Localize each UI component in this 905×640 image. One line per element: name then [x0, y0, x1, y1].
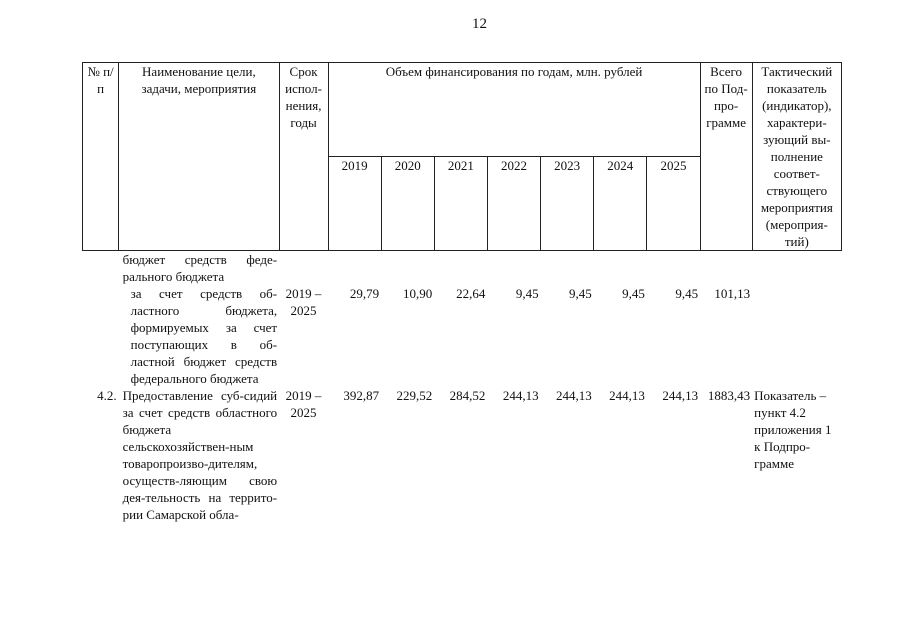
table-row — [83, 387, 842, 523]
header-year: 2019 — [328, 157, 381, 251]
row-name: Предоставление суб-сидий за счет средств областного бюджета сельскохозяйствен-ным товаропроизво-дителям, осуществ-ляющим свою дея-тельность на террито-рии Самарской обла- — [122, 388, 278, 522]
header-year: 2023 — [541, 157, 594, 251]
row-value — [434, 251, 487, 286]
row-value: 10,90 — [403, 286, 433, 301]
row-value — [594, 251, 647, 286]
table-row — [83, 285, 842, 387]
row-value: 9,45 — [622, 286, 645, 301]
header-year: 2025 — [647, 157, 700, 251]
funding-table — [82, 62, 842, 523]
row-indicator — [752, 251, 841, 286]
row-num: 4.2. — [97, 388, 117, 403]
row-name: бюджет средств феде-рального бюджета — [122, 252, 278, 284]
header-year: 2021 — [434, 157, 487, 251]
row-value: 244,13 — [609, 388, 645, 403]
row-value — [541, 251, 594, 286]
row-value — [487, 251, 540, 286]
row-value — [328, 251, 381, 286]
row-value: 9,45 — [515, 286, 539, 301]
row-value: 244,13 — [502, 388, 539, 403]
header-term: Срок испол-нения, годы — [279, 63, 328, 251]
page-number: 12 — [472, 16, 487, 32]
row-total: 101,13 — [714, 286, 751, 301]
row-term: 2019 – 2025 — [285, 286, 322, 318]
row-value — [647, 251, 700, 286]
row-value: 9,45 — [568, 286, 592, 301]
row-value: 244,13 — [662, 388, 699, 403]
row-value: 284,52 — [449, 388, 486, 403]
row-value: 22,64 — [456, 286, 486, 301]
row-num — [83, 251, 119, 286]
row-total: 1883,43 — [707, 388, 751, 403]
header-funding: Объем финансирования по годам, млн. рублей — [328, 63, 700, 157]
row-num — [83, 285, 119, 387]
row-value: 244,13 — [555, 388, 592, 403]
table-row — [83, 251, 842, 286]
row-value: 29,79 — [349, 286, 380, 301]
row-value: 9,45 — [675, 286, 699, 301]
row-term — [279, 251, 328, 286]
header-year: 2022 — [487, 157, 540, 251]
header-year: 2024 — [594, 157, 647, 251]
row-indicator: Показатель – пункт 4.2 приложения 1 к Подпро-грамме — [754, 388, 832, 471]
row-value — [381, 251, 434, 286]
row-term: 2019 – 2025 — [285, 388, 322, 420]
header-year: 2020 — [381, 157, 434, 251]
header-indicator: Тактический показатель (индикатор), характери-зующий вы-полнение соответ-ствующего мероприятия (мероприя-тий) — [752, 63, 841, 251]
row-indicator — [752, 285, 841, 387]
row-name: за счет средств об-ластного бюджета, формируемых за счет поступающих в об-ластной бюджет средств федерального бюджета — [130, 286, 278, 386]
row-value: 229,52 — [396, 388, 433, 403]
header-num: № п/п — [83, 63, 119, 251]
row-total — [700, 251, 752, 286]
header-total: Всего по Под-про-грамме — [700, 63, 752, 251]
header-name: Наименование цели, задачи, мероприятия — [119, 63, 279, 251]
row-value: 392,87 — [343, 388, 380, 403]
